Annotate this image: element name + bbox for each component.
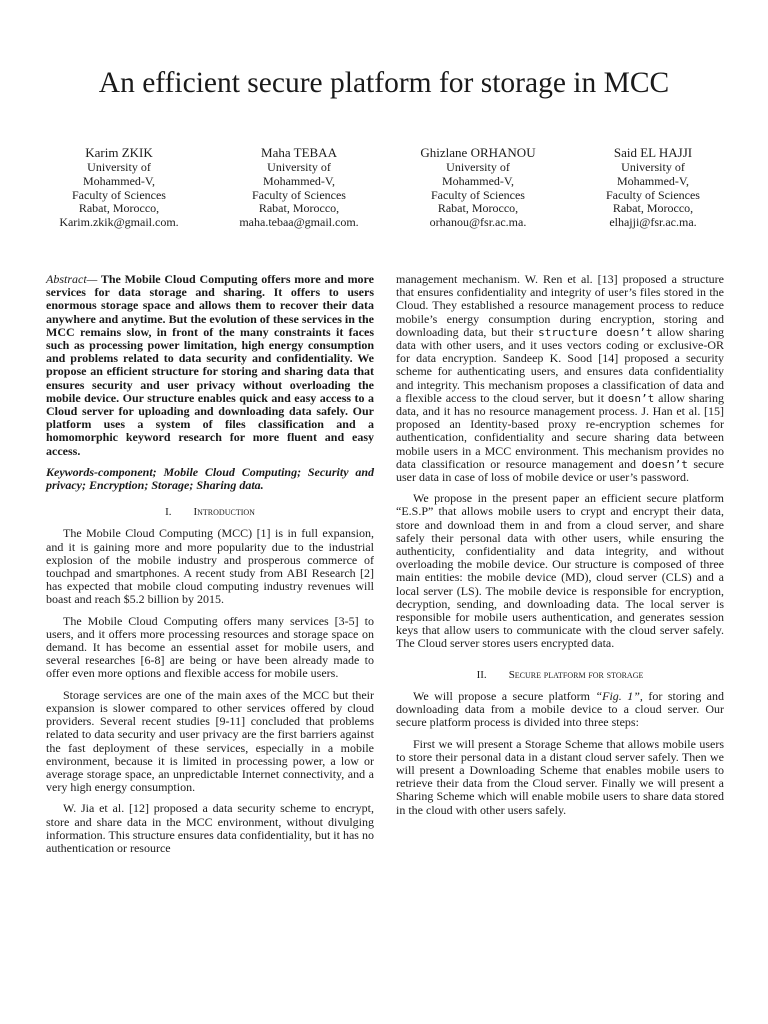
- author-name: Ghizlane ORHANOU: [420, 145, 536, 160]
- paragraph: We propose in the present paper an efficient secure platform “E.S.P” that allows mobile users to crypt and encrypt their data, store and download them in and from a cloud server, and share safely their personal data with other users, while ensuring the authenticity, confidentiality and data integrity, and without overloading the mobile device. Our structure is composed of three main entities: the mobile device (MD), cloud server (CLS) and a local server (LS). The mobile device is responsible for encryption, decryption, sending, and downloading data. The local server is responsible for mobile users authentication, and generates session keys that allow users to communicate with the cloud server safely. The Cloud server stores users encrypted data.: [396, 491, 724, 651]
- author-affiliation: Faculty of Sciences: [72, 187, 166, 202]
- figure-reference: “Fig. 1”,: [595, 688, 643, 703]
- keywords: Keywords-component; Mobile Cloud Computing; Security and privacy; Encryption; Storage; Sharing data.: [46, 464, 374, 493]
- section-heading-secure-platform: [396, 669, 724, 682]
- abstract: [46, 273, 374, 458]
- author-affiliation: Faculty of Sciences: [252, 187, 346, 202]
- paragraph: First we will present a Storage Scheme that allows mobile users to store their personal data in a distant cloud server safely. Then we will present a Downloading Scheme that enables mobile users to retrieve their data from the Cloud server. Finally we will present a Sharing Scheme which will enable mobile users to share data stored in the cloud with other users safely.: [396, 736, 724, 817]
- author-affiliation: Mohammed-V,: [262, 173, 336, 188]
- text-run: allow sharing data, and it has no resource management process. J. Han et al. [15] proposed an Identity-based proxy re-encryption schemes for authentication, confidentiality and secure sharing data between mobile users in a MCC environment. This mechanism provides no data classification or resource management and: [396, 390, 724, 471]
- author-email: Karim.zkik@gmail.com.: [59, 215, 179, 230]
- text-run: secure user data in case of loss of mobile device or user’s password.: [396, 456, 724, 485]
- section-number: I.: [165, 506, 172, 519]
- section-heading-introduction: [46, 506, 374, 519]
- section-title: Secure platform for storage: [508, 668, 644, 681]
- paragraph: The Mobile Cloud Computing offers many services [3-5] to users, and it offers more processing resources and storage space on demand. It has become an essential asset for mobile users, and several researches [6-8] are being or have been already made to offer even more options and flexible access for mobile users.: [46, 613, 374, 681]
- text-run: doesn’t: [641, 457, 688, 471]
- author-name: Maha TEBAA: [261, 145, 337, 160]
- paragraph: W. Jia et al. [12] proposed a data security scheme to encrypt, store and share data in the MCC environment, without divulging information. This structure ensures data confidentiality, but it has no authentication or resource: [46, 801, 374, 855]
- author-affiliation: University of: [267, 160, 331, 174]
- author-affiliation: Faculty of Sciences: [606, 187, 700, 202]
- author-location: Rabat, Morocco,: [437, 201, 519, 216]
- author-4: [563, 145, 743, 230]
- author-affiliation: Faculty of Sciences: [431, 187, 525, 202]
- paragraph-continued: [396, 273, 724, 484]
- author-affiliation: University of: [87, 160, 151, 174]
- paragraph: The Mobile Cloud Computing (MCC) [1] is in full expansion, and it is gaining more and more popularity due to the industrial explosion of the mobile industry and prosperous commerce of touchpad and smartphones. A recent study from ABI Research [2] has expected that mobile cloud computing industry revenues will boast and reach $5.2 billion by 2015.: [46, 526, 374, 607]
- author-email: orhanou@fsr.ac.ma.: [429, 215, 527, 230]
- author-location: Rabat, Morocco,: [612, 201, 694, 216]
- abstract-text: The Mobile Cloud Computing offers more and more services for data storage and sharing. It offers to users enormous storage space and allows them to recover their data anywhere and anytime. But the evolution of these services in the MCC remains slow, in front of the many constraints it faces such as processing power limitation, high energy consumption and problems related to data security and confidentiality. We propose an efficient structure for storing and sharing data that ensures security and user privacy without overloading the mobile device. Our structure enables quick and easy access to a Cloud server for uploading and downloading data safely. Our platform uses a system of files classification and a homomorphic keyword research for more fluent and easy access.: [46, 272, 374, 458]
- right-column: [396, 273, 724, 825]
- author-affiliation: University of: [446, 160, 510, 174]
- author-affiliation: University of: [621, 160, 685, 174]
- left-column: [46, 273, 374, 863]
- text-run: doesn’t: [607, 391, 655, 405]
- author-affiliation: Mohammed-V,: [616, 173, 690, 188]
- author-affiliation: Mohammed-V,: [441, 173, 515, 188]
- text-run: structure doesn’t: [538, 325, 653, 339]
- text-run: management mechanism. W. Ren et al. [13] proposed a structure that ensures confidentiality and integrity of user’s files stored in the Cloud. They established a resource management process to reduce mobile’s energy consumption during encryption, storing and downloading data, but their: [396, 272, 724, 339]
- author-name: Said EL HAJJI: [613, 145, 693, 160]
- author-location: Rabat, Morocco,: [78, 201, 160, 216]
- author-name: Karim ZKIK: [85, 145, 153, 160]
- section-number: II.: [476, 668, 487, 681]
- author-email: elhajji@fsr.ac.ma.: [609, 215, 697, 230]
- paper-title: An efficient secure platform for storage in MCC: [98, 67, 670, 99]
- author-2: [209, 145, 389, 230]
- author-affiliation: Mohammed-V,: [82, 173, 156, 188]
- abstract-label: Abstract—: [46, 272, 98, 286]
- author-block: [0, 145, 768, 245]
- author-email: maha.tebaa@gmail.com.: [239, 215, 359, 230]
- author-1: [29, 145, 209, 230]
- section-title: Introduction: [193, 506, 255, 519]
- text-run: We will propose a secure platform: [413, 688, 596, 703]
- author-location: Rabat, Morocco,: [258, 201, 340, 216]
- paragraph: [396, 690, 724, 730]
- text-run: for storing and downloading data from a mobile device to a cloud server. Our secure platform process is divided into three steps:: [396, 688, 724, 730]
- author-3: [388, 145, 568, 230]
- text-run: allow sharing data with other users, and it uses vectors coding or exclusive-OR for data encryption. Sandeep K. Sood [14] proposed a security scheme for authenticating users, and ensures data confidentiality and integrity. This mechanism proposes a classification of data and a flexible access to the cloud server, but it: [396, 324, 724, 405]
- paragraph: Storage services are one of the main axes of the MCC but their expansion is slower compared to other services offered by cloud providers. Several recent studies [9-11] concluded that problems related to data security and user privacy are the first barriers against the fast deployment of these services, especially in a mobile environment, because it is limited in processing power, a low or average storage space, an unpredictable Internet connectivity, and a very high energy consumption.: [46, 687, 374, 795]
